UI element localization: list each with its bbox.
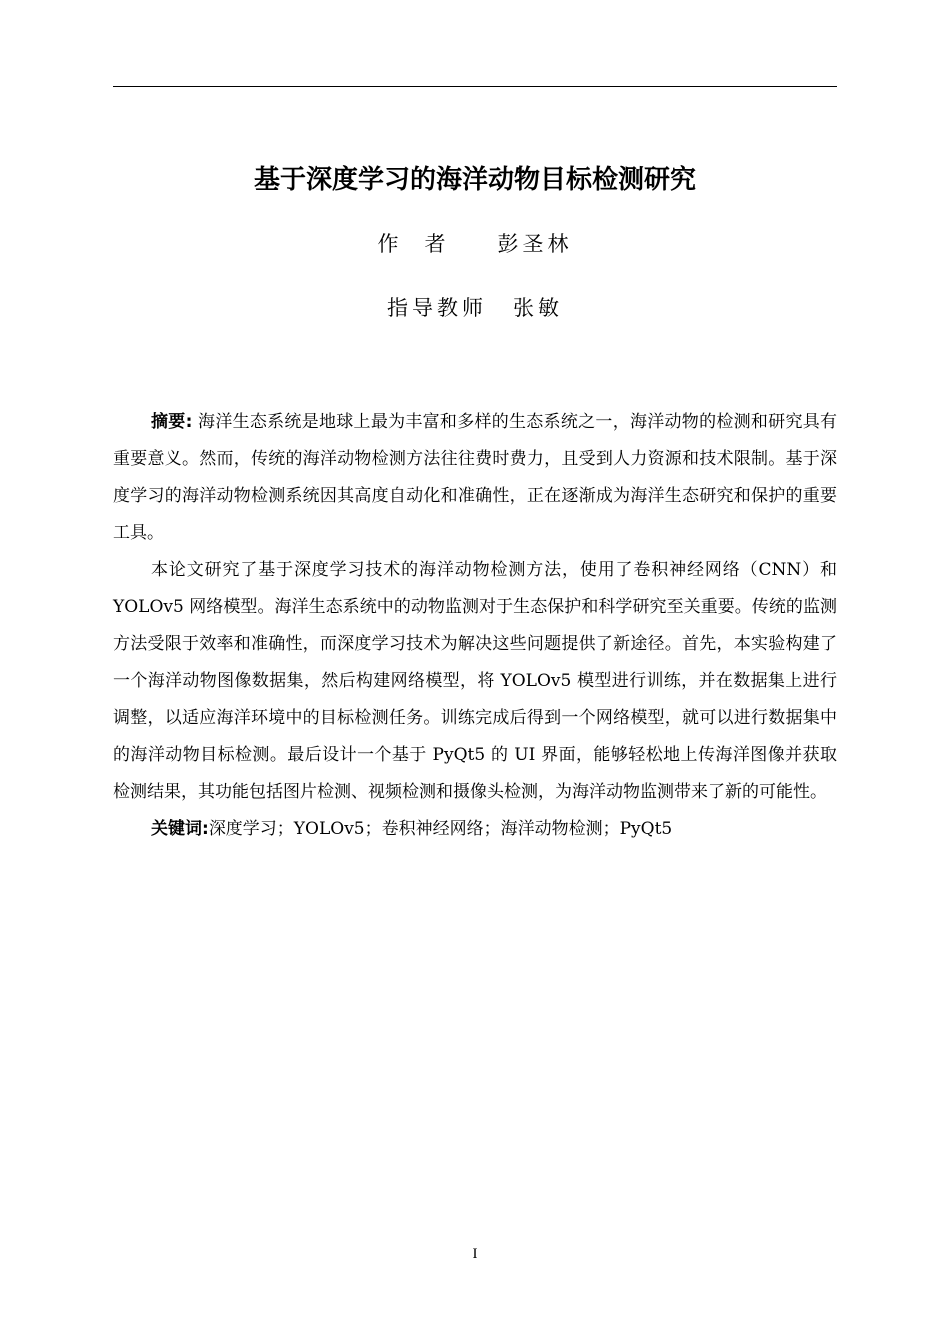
abstract-colon: : <box>185 412 193 432</box>
keywords-paragraph <box>113 811 837 848</box>
abstract-text-1: 海洋生态系统是地球上最为丰富和多样的生态系统之一，海洋动物的检测和研究具有重要意义。然而，传统的海洋动物检测方法往往费时费力，且受到人力资源和技术限制。基于深度学习的海洋动物检测系统因其高度自动化和准确性，正在逐渐成为海洋生态研究和保护的重要工具。 <box>113 412 838 543</box>
abstract-paragraph-2: 本论文研究了基于深度学习技术的海洋动物检测方法，使用了卷积神经网络（CNN）和 YOLOv5 网络模型。海洋生态系统中的动物监测对于生态保护和科学研究至关重要。传统的监测方法受限于效率和准确性，而深度学习技术为解决这些问题提供了新途径。首先，本实验构建了一个海洋动物图像数据集，然后构建网络模型，将 YOLOv5 模型进行训练，并在数据集上进行调整，以适应海洋环境中的目标检测任务。训练完成后得到一个网络模型，就可以进行数据集中的海洋动物目标检测。最后设计一个基于 PyQt5 的 UI 界面，能够轻松地上传海洋图像并获取检测结果，其功能包括图片检测、视频检测和摄像头检测，为海洋动物监测带来了新的可能性。 <box>113 560 837 802</box>
keywords-text: 深度学习；YOLOv5；卷积神经网络；海洋动物检测；PyQt5 <box>208 819 673 839</box>
author-name: 彭圣林 <box>497 232 573 256</box>
abstract-paragraph-1 <box>113 404 837 552</box>
advisor-name: 张敏 <box>513 296 563 320</box>
header-rule <box>113 86 837 87</box>
author-line <box>0 229 950 259</box>
thesis-title: 基于深度学习的海洋动物目标检测研究 <box>253 165 696 195</box>
author-label: 作者 <box>377 232 472 256</box>
keywords-heading: 关键词: <box>151 819 209 839</box>
advisor-label: 指导教师 <box>387 296 487 320</box>
advisor-line <box>0 293 950 323</box>
abstract-section <box>113 404 837 848</box>
page-number: I <box>472 1246 478 1262</box>
abstract-heading: 摘要 <box>151 412 186 432</box>
